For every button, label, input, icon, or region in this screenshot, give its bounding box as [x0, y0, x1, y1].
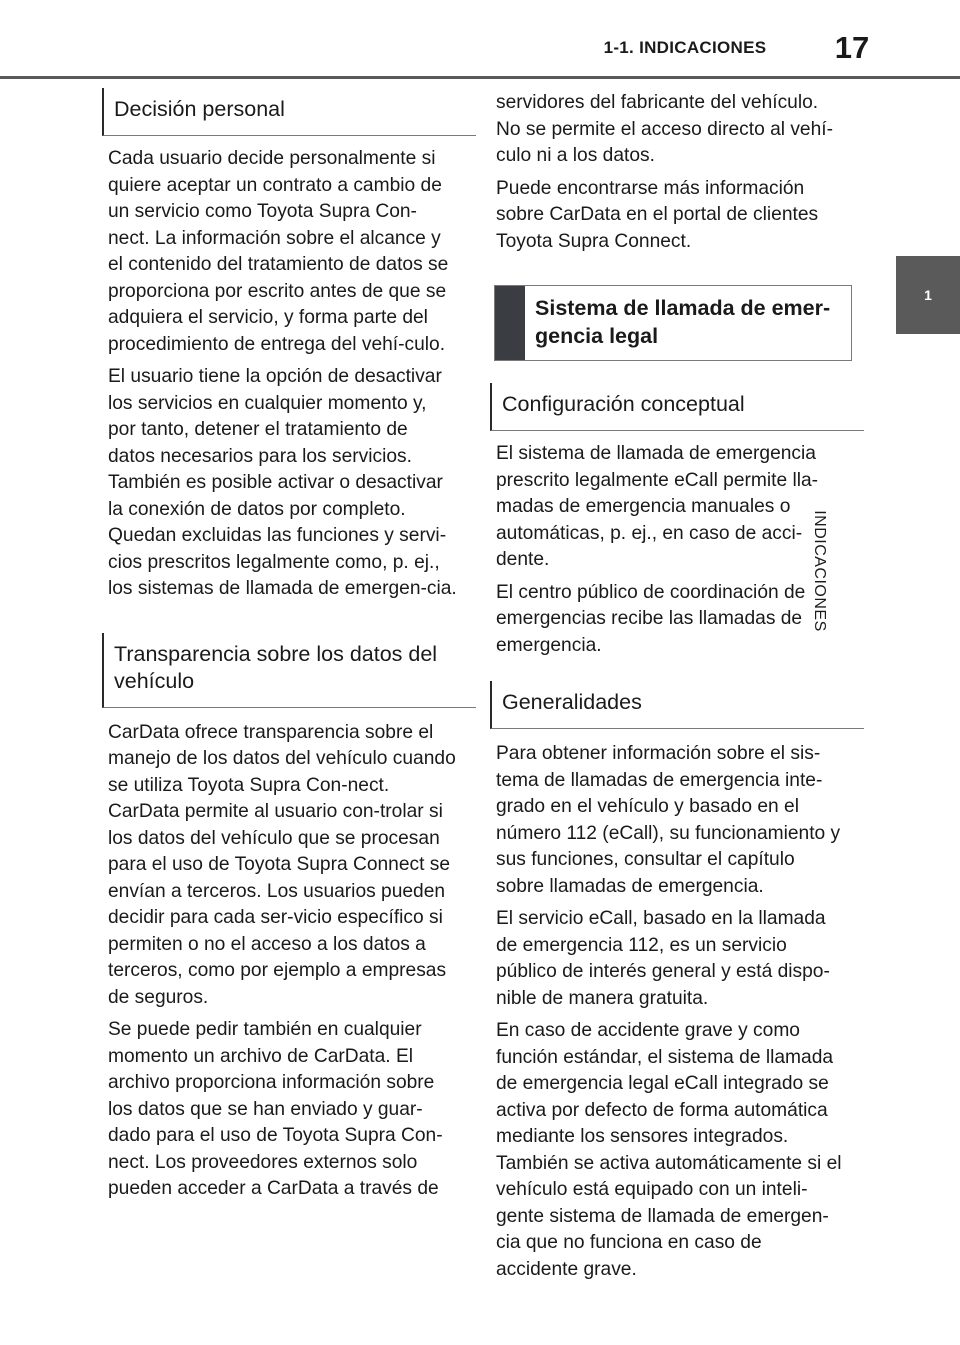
paragraph: El usuario tiene la opción de desactivar los servicios en cualquier momento y, por tanto, detener el tratamiento de datos necesarios para los servicios. También es posible activar o desactivar la conexión de datos por completo. Quedan excluidas las funciones y servi-cios prescritos legalmente como, p. ej., los sistemas de llamada de emergen-cia.: [108, 366, 457, 599]
general-body: [496, 741, 846, 1283]
paragraph: En caso de accidente grave y como función estándar, el sistema de llamada de emergencia legal eCall integrado se activa por defecto de forma automática mediante los sensores integrados. También se activa automáticamente si el vehículo está equipado con un inteli-gente sistema de llamada de emergen-cia que no funciona en caso de accidente grave.: [496, 1020, 842, 1280]
left-column: [108, 88, 458, 1203]
heading-concept: Configuración conceptual: [490, 383, 864, 431]
chapter-label: INDICACIONES: [811, 510, 828, 632]
right-column: [496, 88, 846, 1283]
heading-transparency: Transparencia sobre los datos del vehículo: [102, 633, 476, 708]
paragraph: Puede encontrarse más información sobre CarData en el portal de clientes Toyota Supra Connect.: [496, 177, 819, 252]
heading-bar: [495, 286, 525, 360]
heading-general: Generalidades: [490, 681, 864, 729]
paragraph: Para obtener información sobre el sis-tema de llamadas de emergencia inte-grado en el vehículo y basado en el número 112 (eCall), su funcionamiento y sus funciones, consultar el capítulo sobre llamadas de emergencia.: [496, 743, 841, 897]
paragraph: El centro público de coordinación de emergencias recibe las llamadas de emergencia.: [496, 581, 806, 656]
decision-body: [108, 146, 458, 603]
paragraph: El sistema de llamada de emergencia prescrito legalmente eCall permite lla-madas de emergencia manuales o automáticas, p. ej., en caso de acci-dente.: [496, 443, 819, 570]
paragraph: El servicio eCall, basado en la llamada de emergencia 112, es un servicio público de interés general y está dispo-nible de manera gratuita.: [496, 908, 830, 1009]
transparency-body: [108, 720, 458, 1203]
heading-emergency: [494, 285, 852, 361]
paragraph: Se puede pedir también en cualquier momento un archivo de CarData. El archivo proporciona información sobre los datos que se han enviado y guar-dado para el uso de Toyota Supra Con-nect. Los proveedores externos solo pueden acceder a CarData a través de: [108, 1019, 443, 1199]
chapter-tab: [896, 256, 960, 334]
paragraph: servidores del fabricante del vehículo. No se permite el acceso directo al vehí-culo ni a los datos.: [496, 92, 833, 166]
running-header-section: 1-1. INDICACIONES: [603, 38, 767, 57]
page-number: 17: [834, 30, 870, 65]
header-rule: [0, 76, 960, 79]
heading-emergency-text: Sistema de llamada de emer-gencia legal: [535, 296, 831, 348]
concept-body: [496, 441, 846, 659]
chapter-number: 1: [924, 287, 932, 303]
paragraph: Cada usuario decide personalmente si quiere aceptar un contrato a cambio de un servicio como Toyota Supra Con-nect. La información sobre el alcance y el contenido del tratamiento de datos se proporciona por escrito antes de que se adquiera el servicio, y forma parte del procedimiento de entrega del vehí-culo.: [108, 148, 449, 355]
continued-body: [496, 90, 846, 255]
heading-decision: Decisión personal: [102, 88, 476, 136]
paragraph: CarData ofrece transparencia sobre el manejo de los datos del vehículo cuando se utiliza Toyota Supra Con-nect. CarData permite al usuario con-trolar si los datos del vehículo que se procesan para el uso de Toyota Supra Connect se envían a terceros. Los usuarios pueden decidir para cada ser-vicio específico si permiten o no el acceso a los datos a terceros, como por ejemplo a empresas de seguros.: [108, 721, 456, 1008]
